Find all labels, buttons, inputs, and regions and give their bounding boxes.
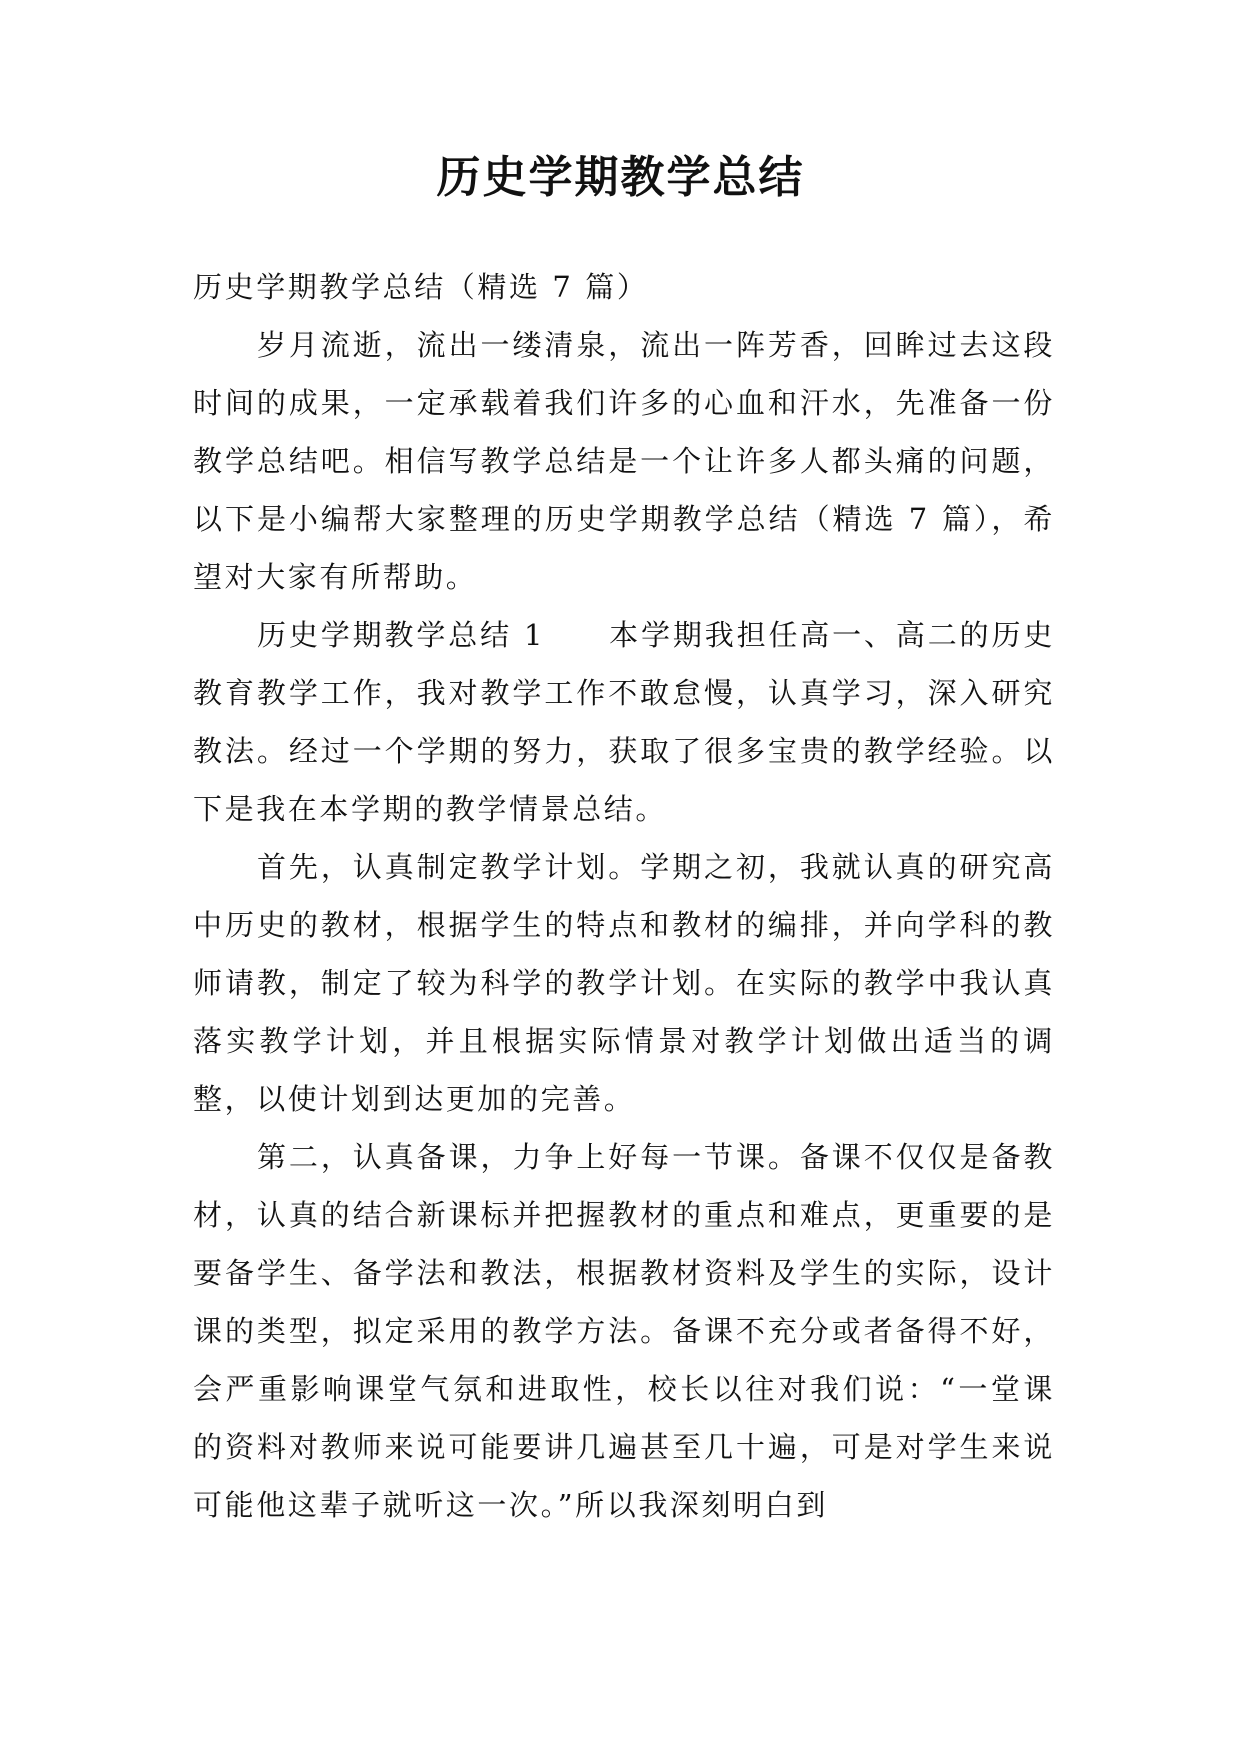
- paragraph-summary-1: 历史学期教学总结 1 本学期我担任高一、高二的历史教育教学工作，我对教学工作不敢怠慢，认真学习，深入研究教法。经过一个学期的努力，获取了很多宝贵的教学经验。以下是我在本学期的教学情景总结。: [193, 618, 1055, 826]
- paragraph-teaching-plan: 首先，认真制定教学计划。学期之初，我就认真的研究高中历史的教材，根据学生的特点和教材的编排，并向学科的教师请教，制定了较为科学的教学计划。在实际的教学中我认真落实教学计划，并且根据实际情景对教学计划做出适当的调整，以使计划到达更加的完善。: [193, 850, 1055, 1116]
- document-title: 历史学期教学总结: [436, 152, 805, 203]
- paragraph-intro: 岁月流逝，流出一缕清泉，流出一阵芳香，回眸过去这段时间的成果，一定承载着我们许多的心血和汗水，先准备一份教学总结吧。相信写教学总结是一个让许多人都头痛的问题，以下是小编帮大家整理的历史学期教学总结（精选 7 篇），希望对大家有所帮助。: [193, 328, 1055, 594]
- document-body: [193, 258, 1055, 1534]
- document-subtitle: 历史学期教学总结（精选 7 篇）: [193, 270, 649, 304]
- paragraph-lesson-prep: 第二，认真备课，力争上好每一节课。备课不仅仅是备教材，认真的结合新课标并把握教材的重点和难点，更重要的是要备学生、备学法和教法，根据教材资料及学生的实际，设计课的类型，拟定采用的教学方法。备课不充分或者备得不好，会严重影响课堂气氛和进取性，校长以往对我们说：“一堂课的资料对教师来说可能要讲几遍甚至几十遍，可是对学生来说可能他这辈子就听这一次。”所以我深刻明白到: [193, 1140, 1055, 1522]
